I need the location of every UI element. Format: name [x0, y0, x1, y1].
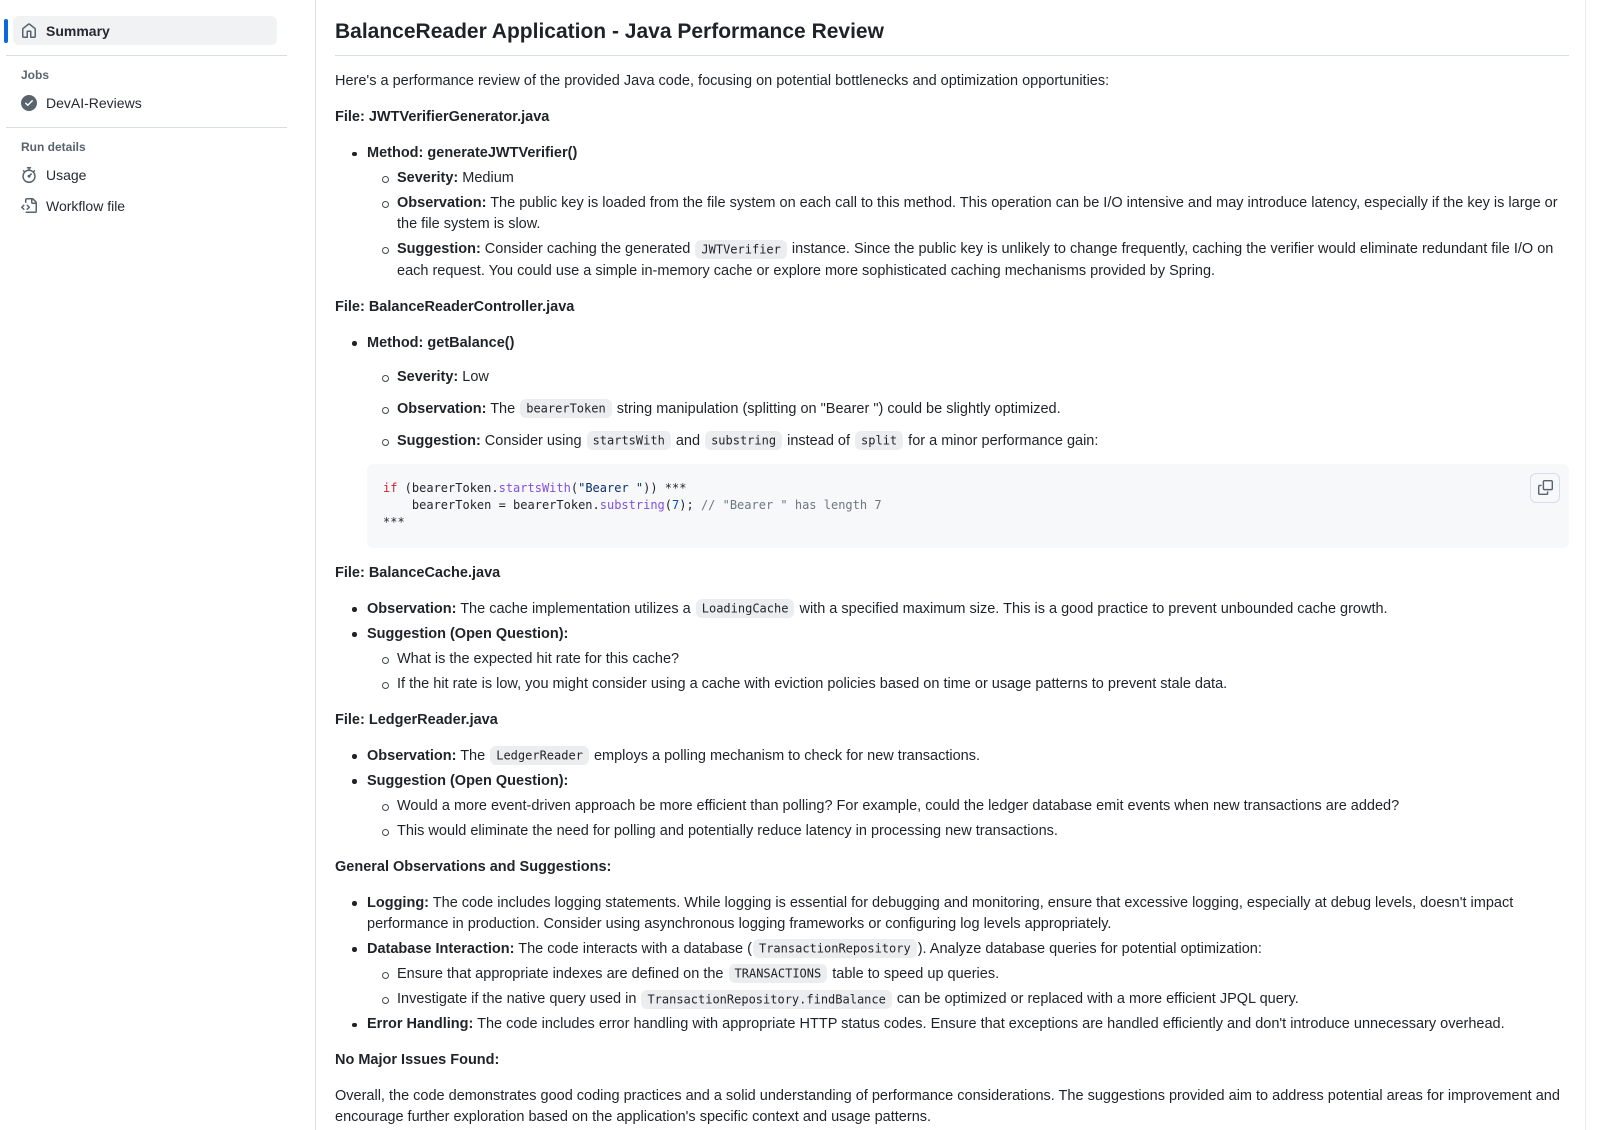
- list-item: [397, 964, 1569, 985]
- bullet-list: [335, 746, 1569, 842]
- inline-code: TRANSACTIONS: [729, 964, 828, 983]
- inline-code: JWTVerifier: [695, 240, 786, 259]
- summary-content: [316, 0, 1600, 1130]
- text: Investigate if the native query used in: [397, 991, 641, 1007]
- bold-text: Method: getBalance(): [367, 334, 515, 351]
- list-item: [367, 599, 1569, 620]
- text: Here's a performance review of the provided Java code, focusing on potential bottlenecks and optimization opportunities:: [335, 73, 1110, 90]
- list-item-text: [397, 649, 1569, 670]
- bullet-list: [335, 333, 1569, 548]
- list-item-text: [397, 399, 1569, 420]
- nested-list: [367, 964, 1569, 1010]
- bold-text: Suggestion (Open Question):: [367, 772, 569, 789]
- list-item-text: [397, 674, 1569, 695]
- text: can be optimized or replaced with a more efficient JPQL query.: [892, 991, 1299, 1007]
- list-item-text: [397, 796, 1569, 817]
- list-item-text: [367, 1014, 1569, 1035]
- copy-icon: [1538, 480, 1553, 495]
- sidebar: [0, 0, 316, 1130]
- sidebar-item-usage[interactable]: [13, 160, 277, 189]
- markdown-body: [335, 71, 1569, 1128]
- paragraph: [335, 563, 1569, 584]
- inline-code: LoadingCache: [696, 599, 795, 618]
- list-item: [397, 796, 1569, 817]
- list-item-text: [397, 964, 1569, 985]
- bold-text: No Major Issues Found:: [335, 1052, 500, 1069]
- nested-list: [367, 168, 1569, 281]
- bullet-list: [335, 599, 1569, 695]
- paragraph: [335, 1050, 1569, 1071]
- check-circle-icon: [21, 95, 37, 111]
- text: Overall, the code demonstrates good coding practices and a solid understanding of performance considerations. The suggestions provided aim to address potential areas for improvement and encourage further exploration based on the application's specific context and usage patterns.: [335, 1088, 1560, 1126]
- bold-text: General Observations and Suggestions:: [335, 858, 612, 875]
- list-item: [397, 649, 1569, 670]
- list-item: [397, 168, 1569, 189]
- job-label: DevAI-Reviews: [46, 94, 142, 111]
- list-item-text: [397, 431, 1569, 452]
- copy-code-button[interactable]: [1530, 473, 1560, 503]
- bold-text: File: BalanceReaderController.java: [335, 298, 575, 315]
- list-item-text: [367, 893, 1569, 935]
- text: What is the expected hit rate for this cache?: [397, 650, 680, 667]
- list-item: [397, 431, 1569, 452]
- bold-text: Observation:: [367, 747, 457, 764]
- text: The public key is loaded from the file system on each call to this method. This operation can be I/O intensive and may introduce latency, especially if the key is large or the file system is slow.: [397, 195, 1558, 233]
- list-item-text: [397, 989, 1569, 1010]
- text: The code includes error handling with appropriate HTTP status codes. Ensure that exceptions are handled efficiently and don't introduce unnecessary overhead.: [473, 1016, 1505, 1033]
- nested-list: [367, 649, 1569, 695]
- paragraph: [335, 1086, 1569, 1128]
- sidebar-item-summary[interactable]: [13, 16, 277, 45]
- text: Medium: [458, 170, 514, 187]
- list-item: [367, 333, 1569, 548]
- list-item-text: [397, 168, 1569, 189]
- text: If the hit rate is low, you might consider using a cache with eviction policies based on time or usage patterns to prevent stale data.: [397, 675, 1228, 692]
- bullet-list: [335, 893, 1569, 1035]
- run-detail-label: Usage: [46, 166, 87, 183]
- list-item: [397, 674, 1569, 695]
- home-icon: [21, 23, 37, 39]
- text: table to speed up queries.: [828, 965, 1000, 982]
- list-item: [397, 399, 1569, 420]
- paragraph: [335, 71, 1569, 92]
- list-item: [367, 624, 1569, 695]
- list-item: [397, 239, 1569, 281]
- bold-text: Method: generateJWTVerifier(): [367, 145, 578, 162]
- list-item: [397, 989, 1569, 1010]
- jobs-section-label: Jobs: [21, 68, 50, 82]
- sidebar-item-workflow-file[interactable]: [13, 191, 277, 220]
- list-item-text: [397, 821, 1569, 842]
- list-item-text: [397, 193, 1569, 235]
- bold-text: Suggestion:: [397, 241, 481, 258]
- nested-list: [367, 367, 1569, 452]
- list-item-text: [397, 239, 1569, 281]
- text: employs a polling mechanism to check for new transactions.: [589, 747, 980, 764]
- sidebar-divider: [6, 127, 287, 128]
- bold-text: File: JWTVerifierGenerator.java: [335, 109, 550, 126]
- stopwatch-icon: [21, 167, 37, 183]
- text: The cache implementation utilizes a: [456, 600, 695, 617]
- bullet-list: [335, 143, 1569, 281]
- text: The code interacts with a database (: [514, 940, 752, 957]
- list-item: [397, 193, 1569, 235]
- list-item: [367, 893, 1569, 935]
- bold-text: Suggestion:: [397, 432, 481, 449]
- bold-text: Severity:: [397, 368, 459, 385]
- text: The code includes logging statements. While logging is essential for debugging and monitoring, ensure that excessive logging, especially at debug levels, doesn't impact performance in production. Consider using asynchronous logging frameworks or configuring log levels appropriately.: [367, 894, 1514, 932]
- list-item-text: [367, 143, 1569, 164]
- text: The: [456, 747, 490, 764]
- sidebar-item-label: Summary: [46, 22, 110, 39]
- inline-code: bearerToken: [520, 399, 611, 418]
- bold-text: Observation:: [397, 400, 487, 417]
- text: Low: [458, 368, 489, 385]
- inline-code: TransactionRepository.findBalance: [641, 990, 891, 1009]
- code-line: bearerToken = bearerToken.substring(7); // "Bearer " has length 7: [383, 497, 882, 512]
- text: Consider caching the generated: [480, 241, 695, 258]
- code-block: [367, 464, 1569, 548]
- list-item-text: [367, 939, 1569, 960]
- list-item-text: [367, 771, 1569, 792]
- text: This would eliminate the need for polling and potentially reduce latency in processing new transactions.: [397, 822, 1058, 839]
- list-item: [367, 746, 1569, 767]
- list-item: [367, 771, 1569, 842]
- text: with a specified maximum size. This is a good practice to prevent unbounded cache growth.: [795, 600, 1388, 617]
- inline-code: TransactionRepository: [753, 939, 917, 958]
- text: instead of: [783, 432, 855, 449]
- paragraph: [335, 297, 1569, 318]
- list-item: [367, 939, 1569, 1010]
- text: Ensure that appropriate indexes are defined on the: [397, 965, 728, 982]
- bold-text: Observation:: [367, 600, 457, 617]
- text: string manipulation (splitting on "Bearer ") could be slightly optimized.: [612, 400, 1061, 417]
- bold-text: Severity:: [397, 170, 459, 187]
- list-item: [397, 821, 1569, 842]
- run-details-section-label: Run details: [21, 140, 86, 154]
- text: Consider using: [480, 432, 586, 449]
- paragraph: [335, 107, 1569, 128]
- sidebar-item-devai-reviews[interactable]: [13, 88, 277, 117]
- run-detail-label: Workflow file: [46, 197, 126, 214]
- inline-code: substring: [705, 431, 782, 450]
- text: for a minor performance gain:: [904, 432, 1099, 449]
- bold-text: Database Interaction:: [367, 940, 515, 957]
- bold-text: Error Handling:: [367, 1016, 474, 1033]
- text: instance. Since the public key is unlikely to change frequently, caching the verifier would eliminate redundant file I/O on each request. You could use a simple in-memory cache or explore more sophisticated caching mechanisms provided by Spring.: [397, 241, 1554, 279]
- bold-text: Suggestion (Open Question):: [367, 625, 569, 642]
- list-item-text: [397, 367, 1569, 388]
- inline-code: split: [855, 431, 903, 450]
- text: The: [486, 400, 520, 417]
- page-title: BalanceReader Application - Java Performance Review: [335, 17, 1569, 56]
- list-item-text: [367, 599, 1569, 620]
- bold-text: File: LedgerReader.java: [335, 711, 498, 728]
- inline-code: LedgerReader: [490, 746, 589, 765]
- bold-text: Observation:: [397, 195, 487, 212]
- paragraph: [335, 710, 1569, 731]
- code-line: if (bearerToken.startsWith("Bearer ")) ***: [383, 480, 687, 495]
- paragraph: [335, 857, 1569, 878]
- list-item-text: [367, 746, 1569, 767]
- sidebar-divider: [6, 55, 287, 56]
- bold-text: File: BalanceCache.java: [335, 564, 501, 581]
- scrollbar-track[interactable]: [1585, 0, 1586, 1130]
- list-item: [367, 143, 1569, 281]
- nested-list: [367, 796, 1569, 842]
- list-item: [367, 1014, 1569, 1035]
- text: ). Analyze database queries for potential optimization:: [917, 940, 1262, 957]
- list-item: [397, 367, 1569, 388]
- code-line: ***: [383, 515, 405, 530]
- text: and: [671, 432, 705, 449]
- list-item-text: [367, 624, 1569, 645]
- inline-code: startsWith: [587, 431, 671, 450]
- bold-text: Logging:: [367, 894, 430, 911]
- text: Would a more event-driven approach be more efficient than polling? For example, could the ledger database emit events when new transactions are added?: [397, 797, 1400, 814]
- list-item-text: [367, 333, 1569, 354]
- file-code-icon: [21, 198, 37, 214]
